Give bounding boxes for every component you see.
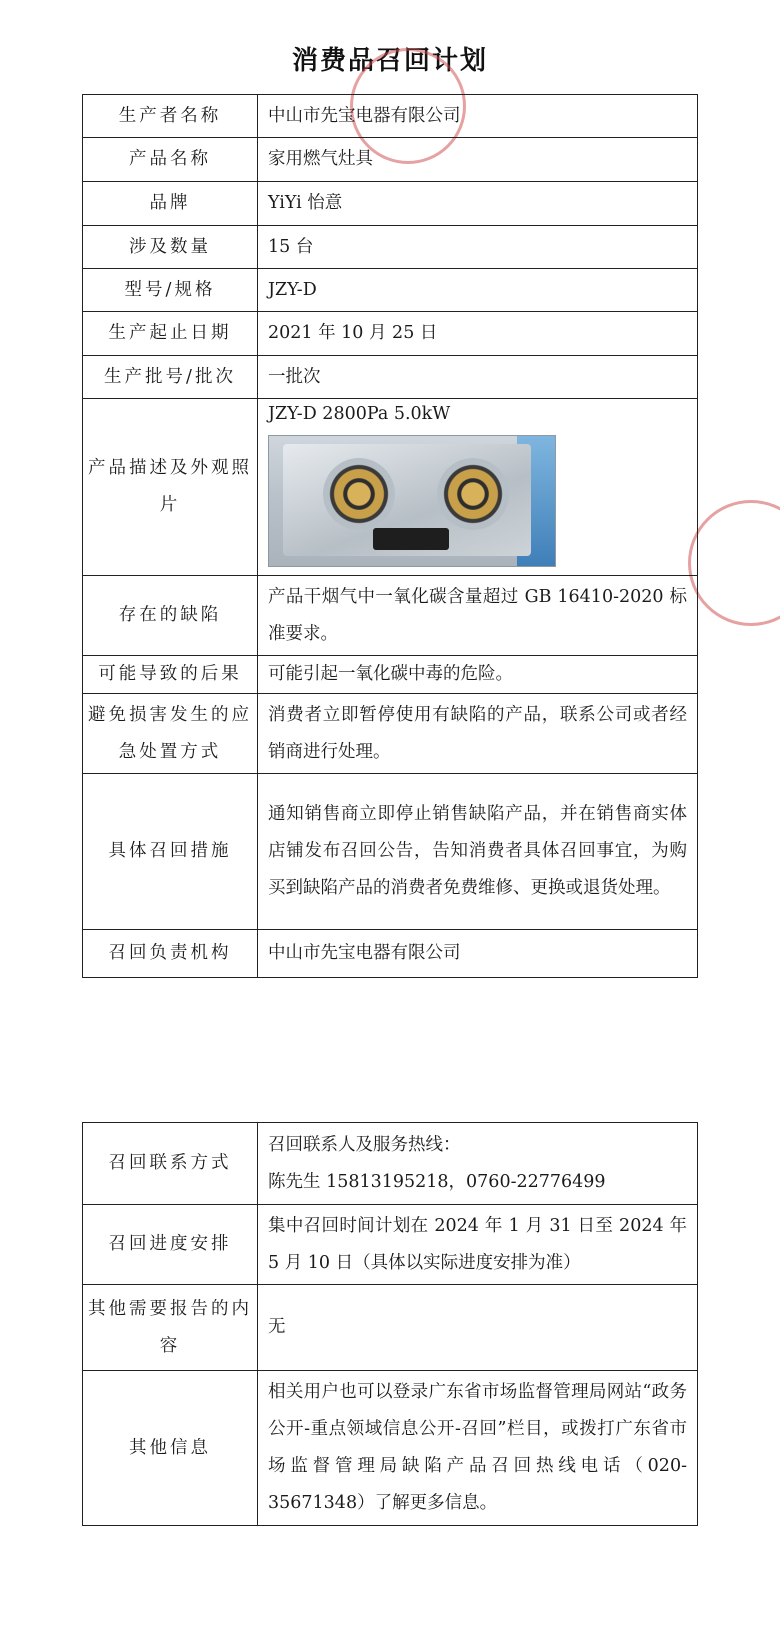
row-label: 产品名称 (83, 138, 258, 182)
table-row (83, 95, 698, 138)
row-label: 生产批号/批次 (83, 356, 258, 399)
burner-left (323, 458, 395, 530)
row-value: 可能引起一氧化碳中毒的危险。 (258, 656, 698, 694)
table-row (83, 774, 698, 930)
row-value: 无 (258, 1285, 698, 1371)
row-value: 一批次 (258, 356, 698, 399)
row-value: 2021 年 10 月 25 日 (258, 312, 698, 356)
row-label: 避免损害发生的应急处置方式 (83, 694, 258, 774)
row-label: 召回负责机构 (83, 930, 258, 978)
row-label: 召回进度安排 (83, 1205, 258, 1285)
table-row (83, 1205, 698, 1285)
row-label: 产品描述及外观照片 (83, 399, 258, 576)
row-label: 可能导致的后果 (83, 656, 258, 694)
table-row (83, 930, 698, 978)
table-row (83, 1371, 698, 1526)
row-value: 消费者立即暂停使用有缺陷的产品，联系公司或者经销商进行处理。 (258, 694, 698, 774)
table-row (83, 138, 698, 182)
row-value: 家用燃气灶具 (258, 138, 698, 182)
row-value: 通知销售商立即停止销售缺陷产品，并在销售商实体店铺发布召回公告，告知消费者具体召回事宜，为购买到缺陷产品的消费者免费维修、更换或退货处理。 (258, 774, 698, 930)
row-label: 型号/规格 (83, 269, 258, 312)
control-panel (373, 528, 449, 550)
table-row (83, 694, 698, 774)
table-row (83, 312, 698, 356)
recall-contact-table (82, 1122, 698, 1526)
product-photo (268, 435, 556, 567)
row-value: 中山市先宝电器有限公司 (258, 95, 698, 138)
table-row (83, 399, 698, 576)
table-row (83, 226, 698, 269)
row-value: 15 台 (258, 226, 698, 269)
row-value (258, 1123, 698, 1205)
table-row (83, 182, 698, 226)
contact-phone: 陈先生 15813195218，0760-22776499 (268, 1171, 606, 1192)
table-row (83, 269, 698, 312)
company-seal-stamp-edge (688, 500, 780, 626)
row-value: YiYi 怡意 (258, 182, 698, 226)
row-label: 生产者名称 (83, 95, 258, 138)
burner-right (437, 458, 509, 530)
row-value: 集中召回时间计划在 2024 年 1 月 31 日至 2024 年 5 月 10 日（具体以实际进度安排为准） (258, 1205, 698, 1285)
table-row (83, 356, 698, 399)
document-title: 消费品召回计划 (291, 46, 488, 76)
row-value: 产品干烟气中一氧化碳含量超过 GB 16410-2020 标准要求。 (258, 576, 698, 656)
row-label: 生产起止日期 (83, 312, 258, 356)
row-value: JZY-D (258, 269, 698, 312)
row-value: 相关用户也可以登录广东省市场监督管理局网站“政务公开-重点领域信息公开-召回”栏目，或拨打广东省市场监督管理局缺陷产品召回热线电话（020-35671348）了解更多信息。 (258, 1371, 698, 1526)
row-value (258, 399, 698, 576)
row-label: 具体召回措施 (83, 774, 258, 930)
contact-heading: 召回联系人及服务热线： (268, 1134, 461, 1155)
product-spec: JZY-D 2800Pa 5.0kW (268, 404, 451, 424)
recall-plan-table (82, 94, 698, 978)
row-label: 召回联系方式 (83, 1123, 258, 1205)
row-value: 中山市先宝电器有限公司 (258, 930, 698, 978)
table-row (83, 1285, 698, 1371)
row-label: 品牌 (83, 182, 258, 226)
table-row (83, 1123, 698, 1205)
row-label: 其他需要报告的内容 (83, 1285, 258, 1371)
table-row (83, 576, 698, 656)
table-row (83, 656, 698, 694)
row-label: 存在的缺陷 (83, 576, 258, 656)
row-label: 其他信息 (83, 1371, 258, 1526)
row-label: 涉及数量 (83, 226, 258, 269)
